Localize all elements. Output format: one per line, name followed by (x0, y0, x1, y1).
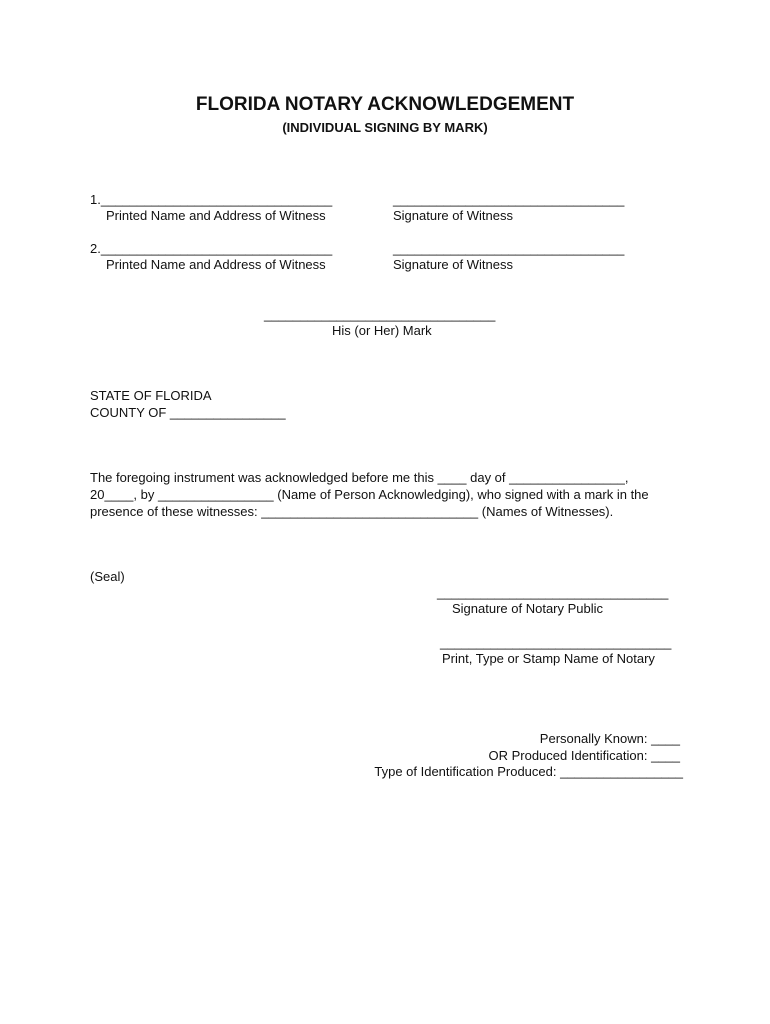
identification-type-field[interactable]: Type of Identification Produced: _________________ (374, 764, 683, 779)
witness-1-signature-label: Signature of Witness (393, 208, 513, 223)
county-field[interactable]: COUNTY OF ________________ (90, 405, 286, 420)
witness-2-name-label: Printed Name and Address of Witness (106, 257, 326, 272)
witness-2-signature-label: Signature of Witness (393, 257, 513, 272)
notary-signature-line[interactable]: ________________________________ (437, 585, 669, 600)
seal-label: (Seal) (90, 569, 125, 584)
mark-line[interactable]: ________________________________ (264, 307, 496, 322)
witness-2-name-line[interactable]: 2.________________________________ (90, 241, 333, 256)
witness-2-signature-line[interactable]: ________________________________ (393, 241, 625, 256)
acknowledgement-line-2: 20____, by ________________ (Name of Person Acknowledging), who signed with a mark in the (90, 487, 649, 502)
produced-identification-field[interactable]: OR Produced Identification: ____ (488, 748, 680, 763)
document-title: FLORIDA NOTARY ACKNOWLEDGEMENT (195, 94, 575, 115)
document-subtitle: (INDIVIDUAL SIGNING BY MARK) (282, 120, 488, 135)
mark-label: His (or Her) Mark (332, 323, 432, 338)
witness-1-name-label: Printed Name and Address of Witness (106, 208, 326, 223)
state-label: STATE OF FLORIDA (90, 388, 212, 403)
notary-print-line[interactable]: ________________________________ (440, 635, 672, 650)
witness-1-name-line[interactable]: 1.________________________________ (90, 192, 333, 207)
notary-print-label: Print, Type or Stamp Name of Notary (442, 651, 655, 666)
witness-1-signature-line[interactable]: ________________________________ (393, 192, 625, 207)
acknowledgement-line-1: The foregoing instrument was acknowledged before me this ____ day of ________________, (90, 470, 629, 485)
personally-known-field[interactable]: Personally Known: ____ (539, 731, 680, 746)
acknowledgement-line-3: presence of these witnesses: ______________________________ (Names of Witnesses). (90, 504, 614, 519)
notary-signature-label: Signature of Notary Public (452, 601, 604, 616)
